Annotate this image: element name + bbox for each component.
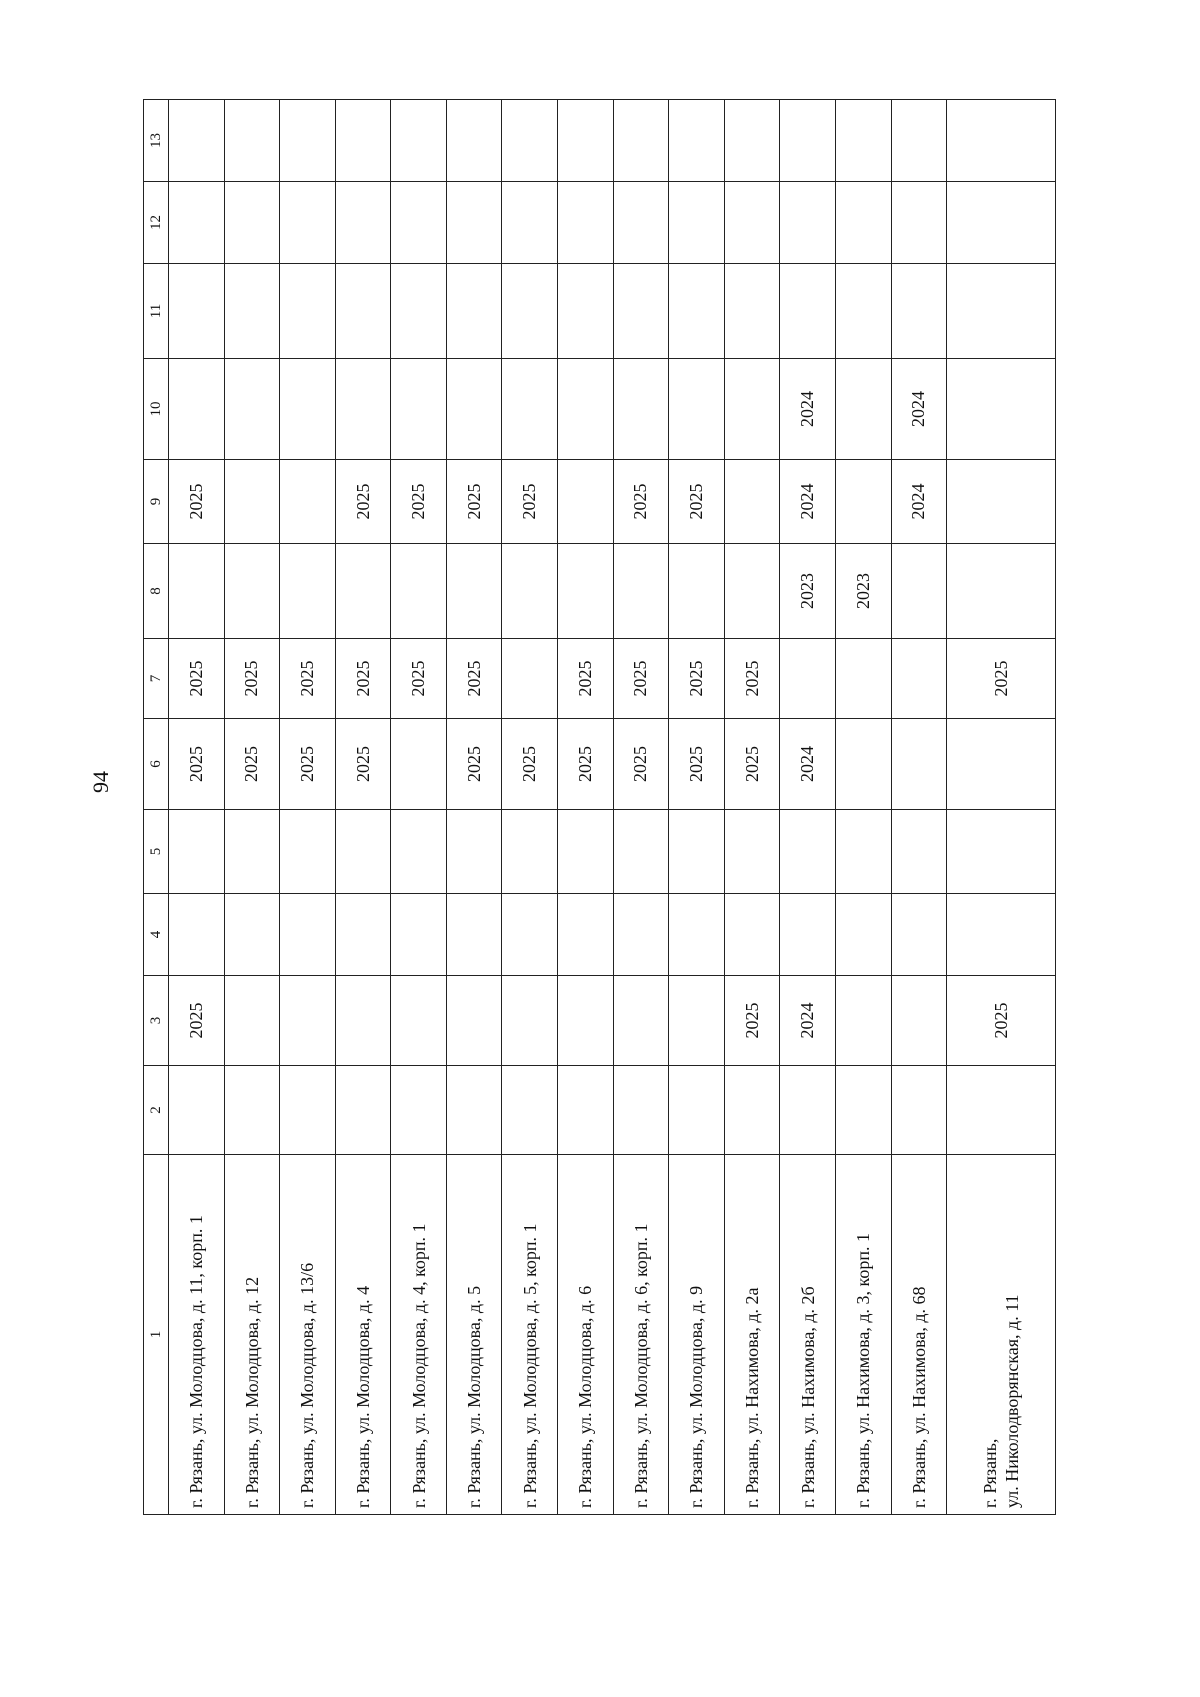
table-row [169, 100, 225, 1515]
year-cell-c7 [891, 639, 947, 719]
year-cell-c5 [669, 810, 725, 894]
year-cell-c8 [446, 544, 502, 639]
address-cell: г. Рязань, ул. Николодворянская, д. 11 [947, 1155, 1056, 1515]
year-cell-c6 [835, 719, 891, 810]
year-cell-c12 [669, 182, 725, 264]
year-cell-c4 [724, 894, 780, 976]
year-cell-c4 [169, 894, 225, 976]
year-cell-c13 [613, 100, 669, 182]
year-cell-c11 [724, 264, 780, 359]
year-cell-c9: 2025 [669, 460, 725, 544]
year-cell-c6: 2025 [280, 719, 336, 810]
year-cell-c2 [391, 1066, 447, 1155]
year-cell-c13 [891, 100, 947, 182]
year-cell-c10 [169, 359, 225, 460]
year-cell-c7: 2025 [280, 639, 336, 719]
table-row [280, 100, 336, 1515]
year-cell-c8 [280, 544, 336, 639]
column-header-7: 7 [144, 639, 169, 719]
page-number-text: 94 [88, 771, 113, 793]
table-row [391, 100, 447, 1515]
year-cell-c8 [724, 544, 780, 639]
year-cell-c9: 2025 [613, 460, 669, 544]
address-cell: г. Рязань, ул. Нахимова, д. 3, корп. 1 [835, 1155, 891, 1515]
table-row [724, 100, 780, 1515]
year-cell-c5 [613, 810, 669, 894]
year-cell-c6: 2025 [224, 719, 280, 810]
year-cell-c5 [947, 810, 1056, 894]
year-cell-c6 [391, 719, 447, 810]
year-cell-c6: 2024 [780, 719, 836, 810]
year-cell-c3 [391, 976, 447, 1066]
schedule-table [143, 99, 1056, 1515]
year-cell-c9: 2025 [335, 460, 391, 544]
year-cell-c3 [335, 976, 391, 1066]
year-cell-c7: 2025 [947, 639, 1056, 719]
year-cell-c6 [947, 719, 1056, 810]
year-cell-c7: 2025 [669, 639, 725, 719]
table-row [224, 100, 280, 1515]
year-cell-c5 [558, 810, 614, 894]
table-body [169, 100, 1056, 1515]
year-cell-c13 [169, 100, 225, 182]
year-cell-c8 [669, 544, 725, 639]
year-cell-c7 [835, 639, 891, 719]
year-cell-c10 [224, 359, 280, 460]
year-cell-c11 [280, 264, 336, 359]
column-header-2: 2 [144, 1066, 169, 1155]
address-cell: г. Рязань, ул. Молодцова, д. 6 [558, 1155, 614, 1515]
year-cell-c7: 2025 [558, 639, 614, 719]
column-header-12: 12 [144, 182, 169, 264]
year-cell-c10 [280, 359, 336, 460]
address-cell: г. Рязань, ул. Молодцова, д. 12 [224, 1155, 280, 1515]
year-cell-c13 [558, 100, 614, 182]
year-cell-c10 [558, 359, 614, 460]
table-wrapper [143, 100, 1056, 1515]
year-cell-c6: 2025 [558, 719, 614, 810]
year-cell-c11 [947, 264, 1056, 359]
year-cell-c12 [335, 182, 391, 264]
year-cell-c11 [613, 264, 669, 359]
year-cell-c2 [558, 1066, 614, 1155]
year-cell-c7: 2025 [169, 639, 225, 719]
year-cell-c3 [835, 976, 891, 1066]
year-cell-c3 [280, 976, 336, 1066]
table-row [947, 100, 1056, 1515]
year-cell-c8 [613, 544, 669, 639]
year-cell-c6 [891, 719, 947, 810]
year-cell-c11 [835, 264, 891, 359]
year-cell-c5 [780, 810, 836, 894]
year-cell-c11 [335, 264, 391, 359]
table-row [835, 100, 891, 1515]
table-row [613, 100, 669, 1515]
year-cell-c12 [947, 182, 1056, 264]
year-cell-c2 [502, 1066, 558, 1155]
year-cell-c3: 2025 [169, 976, 225, 1066]
address-cell: г. Рязань, ул. Молодцова, д. 5 [446, 1155, 502, 1515]
year-cell-c11 [558, 264, 614, 359]
year-cell-c6: 2025 [502, 719, 558, 810]
year-cell-c4 [891, 894, 947, 976]
year-cell-c4 [835, 894, 891, 976]
year-cell-c12 [446, 182, 502, 264]
year-cell-c13 [391, 100, 447, 182]
year-cell-c9 [835, 460, 891, 544]
year-cell-c3: 2024 [780, 976, 836, 1066]
column-header-4: 4 [144, 894, 169, 976]
year-cell-c9 [724, 460, 780, 544]
column-header-8: 8 [144, 544, 169, 639]
year-cell-c9: 2025 [391, 460, 447, 544]
year-cell-c7 [502, 639, 558, 719]
column-header-6: 6 [144, 719, 169, 810]
year-cell-c5 [891, 810, 947, 894]
address-cell: г. Рязань, ул. Молодцова, д. 5, корп. 1 [502, 1155, 558, 1515]
year-cell-c4 [780, 894, 836, 976]
year-cell-c8 [224, 544, 280, 639]
column-header-5: 5 [144, 810, 169, 894]
year-cell-c3 [224, 976, 280, 1066]
table-row [335, 100, 391, 1515]
year-cell-c4 [669, 894, 725, 976]
year-cell-c12 [891, 182, 947, 264]
column-header-9: 9 [144, 460, 169, 544]
table-row [891, 100, 947, 1515]
year-cell-c7: 2025 [335, 639, 391, 719]
year-cell-c12 [391, 182, 447, 264]
year-cell-c13 [224, 100, 280, 182]
year-cell-c5 [169, 810, 225, 894]
address-cell: г. Рязань, ул. Нахимова, д. 2б [780, 1155, 836, 1515]
year-cell-c9: 2025 [169, 460, 225, 544]
address-cell: г. Рязань, ул. Молодцова, д. 4, корп. 1 [391, 1155, 447, 1515]
year-cell-c3: 2025 [947, 976, 1056, 1066]
year-cell-c7: 2025 [446, 639, 502, 719]
year-cell-c10 [391, 359, 447, 460]
year-cell-c5 [224, 810, 280, 894]
year-cell-c5 [391, 810, 447, 894]
column-header-1: 1 [144, 1155, 169, 1515]
year-cell-c4 [280, 894, 336, 976]
year-cell-c12 [558, 182, 614, 264]
year-cell-c13 [446, 100, 502, 182]
year-cell-c10 [724, 359, 780, 460]
column-header-10: 10 [144, 359, 169, 460]
year-cell-c10: 2024 [780, 359, 836, 460]
year-cell-c10: 2024 [891, 359, 947, 460]
year-cell-c9: 2024 [780, 460, 836, 544]
year-cell-c12 [224, 182, 280, 264]
year-cell-c2 [891, 1066, 947, 1155]
year-cell-c2 [835, 1066, 891, 1155]
year-cell-c2 [947, 1066, 1056, 1155]
year-cell-c7: 2025 [724, 639, 780, 719]
year-cell-c4 [558, 894, 614, 976]
year-cell-c8 [169, 544, 225, 639]
address-cell: г. Рязань, ул. Молодцова, д. 6, корп. 1 [613, 1155, 669, 1515]
year-cell-c7: 2025 [613, 639, 669, 719]
year-cell-c11 [446, 264, 502, 359]
year-cell-c8 [391, 544, 447, 639]
year-cell-c3: 2025 [724, 976, 780, 1066]
header-row [144, 100, 169, 1515]
year-cell-c12 [169, 182, 225, 264]
year-cell-c8 [558, 544, 614, 639]
year-cell-c10 [613, 359, 669, 460]
table-row [502, 100, 558, 1515]
year-cell-c2 [613, 1066, 669, 1155]
address-cell: г. Рязань, ул. Молодцова, д. 9 [669, 1155, 725, 1515]
year-cell-c7: 2025 [391, 639, 447, 719]
year-cell-c10 [335, 359, 391, 460]
year-cell-c12 [724, 182, 780, 264]
year-cell-c12 [835, 182, 891, 264]
year-cell-c6: 2025 [335, 719, 391, 810]
year-cell-c8: 2023 [835, 544, 891, 639]
column-header-3: 3 [144, 976, 169, 1066]
year-cell-c2 [724, 1066, 780, 1155]
year-cell-c5 [446, 810, 502, 894]
year-cell-c3 [502, 976, 558, 1066]
year-cell-c10 [502, 359, 558, 460]
year-cell-c10 [669, 359, 725, 460]
year-cell-c7: 2025 [224, 639, 280, 719]
year-cell-c11 [391, 264, 447, 359]
year-cell-c4 [502, 894, 558, 976]
year-cell-c4 [613, 894, 669, 976]
year-cell-c11 [669, 264, 725, 359]
address-cell: г. Рязань, ул. Молодцова, д. 13/6 [280, 1155, 336, 1515]
year-cell-c2 [446, 1066, 502, 1155]
year-cell-c9 [224, 460, 280, 544]
year-cell-c2 [780, 1066, 836, 1155]
year-cell-c8 [502, 544, 558, 639]
year-cell-c3 [669, 976, 725, 1066]
year-cell-c5 [835, 810, 891, 894]
address-cell: г. Рязань, ул. Молодцова, д. 4 [335, 1155, 391, 1515]
year-cell-c10 [947, 359, 1056, 460]
year-cell-c6: 2025 [169, 719, 225, 810]
year-cell-c8 [947, 544, 1056, 639]
table-row [446, 100, 502, 1515]
year-cell-c10 [835, 359, 891, 460]
table-row [669, 100, 725, 1515]
year-cell-c4 [947, 894, 1056, 976]
year-cell-c2 [280, 1066, 336, 1155]
year-cell-c6: 2025 [724, 719, 780, 810]
year-cell-c11 [780, 264, 836, 359]
year-cell-c10 [446, 359, 502, 460]
year-cell-c6: 2025 [446, 719, 502, 810]
year-cell-c8: 2023 [780, 544, 836, 639]
table-row [558, 100, 614, 1515]
year-cell-c9 [947, 460, 1056, 544]
year-cell-c2 [335, 1066, 391, 1155]
address-cell: г. Рязань, ул. Нахимова, д. 2а [724, 1155, 780, 1515]
year-cell-c3 [891, 976, 947, 1066]
year-cell-c8 [891, 544, 947, 639]
year-cell-c8 [335, 544, 391, 639]
year-cell-c9 [280, 460, 336, 544]
year-cell-c3 [558, 976, 614, 1066]
address-cell: г. Рязань, ул. Молодцова, д. 11, корп. 1 [169, 1155, 225, 1515]
year-cell-c2 [224, 1066, 280, 1155]
year-cell-c5 [335, 810, 391, 894]
year-cell-c11 [224, 264, 280, 359]
year-cell-c2 [669, 1066, 725, 1155]
year-cell-c9 [558, 460, 614, 544]
year-cell-c13 [780, 100, 836, 182]
year-cell-c9: 2025 [446, 460, 502, 544]
year-cell-c4 [224, 894, 280, 976]
year-cell-c13 [280, 100, 336, 182]
year-cell-c2 [169, 1066, 225, 1155]
column-header-11: 11 [144, 264, 169, 359]
year-cell-c3 [446, 976, 502, 1066]
column-header-13: 13 [144, 100, 169, 182]
year-cell-c11 [502, 264, 558, 359]
year-cell-c13 [502, 100, 558, 182]
year-cell-c5 [280, 810, 336, 894]
year-cell-c11 [891, 264, 947, 359]
year-cell-c3 [613, 976, 669, 1066]
year-cell-c12 [780, 182, 836, 264]
year-cell-c6: 2025 [669, 719, 725, 810]
table-row [780, 100, 836, 1515]
year-cell-c13 [724, 100, 780, 182]
year-cell-c13 [335, 100, 391, 182]
year-cell-c7 [780, 639, 836, 719]
year-cell-c5 [724, 810, 780, 894]
year-cell-c11 [169, 264, 225, 359]
year-cell-c12 [280, 182, 336, 264]
year-cell-c13 [669, 100, 725, 182]
year-cell-c9: 2025 [502, 460, 558, 544]
year-cell-c6: 2025 [613, 719, 669, 810]
year-cell-c4 [446, 894, 502, 976]
year-cell-c13 [947, 100, 1056, 182]
year-cell-c12 [502, 182, 558, 264]
year-cell-c4 [335, 894, 391, 976]
year-cell-c12 [613, 182, 669, 264]
year-cell-c9: 2024 [891, 460, 947, 544]
address-cell: г. Рязань, ул. Нахимова, д. 68 [891, 1155, 947, 1515]
year-cell-c5 [502, 810, 558, 894]
year-cell-c13 [835, 100, 891, 182]
year-cell-c4 [391, 894, 447, 976]
